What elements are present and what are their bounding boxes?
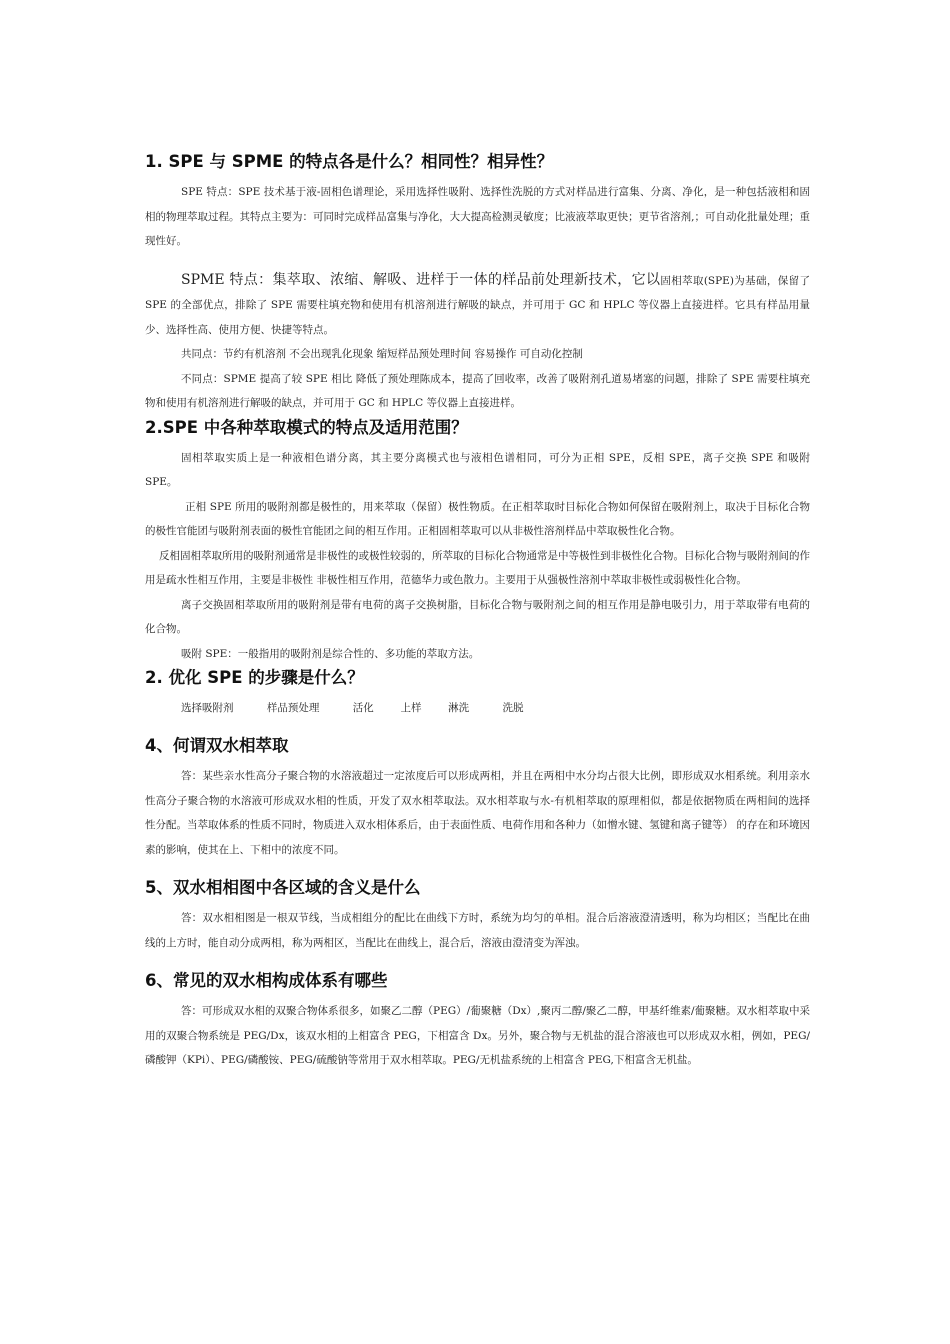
similarities-paragraph: 共同点：节约有机溶剂 不会出现乳化现象 缩短样品预处理时间 容易操作 可自动化控制 <box>181 348 583 360</box>
normal-phase-paragraph: 正相 SPE 所用的吸附剂都是极性的，用来萃取（保留）极性物质。在正相萃取时目标化合物如何保留在吸附剂上，取决于目标化合物的极性官能团与吸附剂表面的极性官能团之间的相互作用。正相固相萃取可以从非极性溶剂样品中萃取极性化合物。 <box>145 500 810 537</box>
spme-features-paragraph <box>145 268 810 343</box>
question-3-heading: 2. 优化 SPE 的步骤是什么？ <box>145 668 364 687</box>
question-2-heading: 2.SPE 中各种萃取模式的特点及适用范围？ <box>145 417 468 437</box>
spme-features-rest: 固相萃取(SPE)为基础，保留了 SPE 的全部优点，排除了 SPE 需要柱填充物和使用有机溶剂进行解吸的缺点，并可用于 GC 和 HPLC 等仪器上直接进样。它具有样品用量少、选择性高、使用方便、快捷等特点。 <box>145 274 810 336</box>
question-1-heading: 1. SPE 与 SPME 的特点各是什么？相同性？相异性？ <box>145 152 554 171</box>
spme-features-lead: SPME 特点：集萃取、浓缩、解吸、进样于一体的样品前处理新技术，它以 <box>181 271 661 288</box>
question-4-heading: 4、何谓双水相萃取 <box>145 736 289 755</box>
question-5-heading: 5、双水相相图中各区域的含义是什么 <box>145 878 421 897</box>
question-4-answer: 答：某些亲水性高分子聚合物的水溶液超过一定浓度后可以形成两相，并且在两相中水分均占很大比例，即形成双水相系统。利用亲水性高分子聚合物的水溶液可形成双水相的性质，开发了双水相萃取法。双水相萃取与水-有机相萃取的原理相似，都是依据物质在两相间的选择性分配。当萃取体系的性质不同时，物质进入双水相体系后，由于表面性质、电荷作用和各种力（如憎水键、氢键和离子键等） 的存在和环境因素的影响，使其在上、下相中的浓度不同。 <box>145 770 810 856</box>
differences-paragraph: 不同点：SPME 提高了较 SPE 相比 降低了预处理陈成本，提高了回收率，改善了吸附剂孔道易堵塞的问题，排除了 SPE 需要柱填充物和使用有机溶剂进行解吸的缺点，并可用于 GC 和 HPLC 等仪器上直接进样。 <box>145 372 810 409</box>
spe-modes-intro-paragraph: 固相萃取实质上是一种液相色谱分离，其主要分离模式也与液相色谱相同，可分为正相 SPE，反相 SPE，离子交换 SPE 和吸附 SPE。 <box>145 451 810 488</box>
question-6-heading: 6、常见的双水相构成体系有哪些 <box>145 971 388 990</box>
adsorption-spe-paragraph: 吸附 SPE：一般指用的吸附剂是综合性的、多功能的萃取方法。 <box>181 647 480 660</box>
question-6-answer: 答：可形成双水相的双聚合物体系很多，如聚乙二醇（PEG）/葡聚糖（Dx）,聚丙二醇/聚乙二醇，甲基纤维素/葡聚糖。双水相萃取中采用的双聚合物系统是 PEG/Dx，该双水相的上相富含 PEG，下相富含 Dx。另外，聚合物与无机盐的混合溶液也可以形成双水相，例如，PEG/磷酸钾（KPi）、PEG/磷酸铵、PEG/硫酸钠等常用于双水相萃取。PEG/无机盐系统的上相富含 PEG,下相富含无机盐。 <box>145 1005 810 1066</box>
question-5-answer: 答：双水相相图是一根双节线，当成相组分的配比在曲线下方时，系统为均匀的单相。混合后溶液澄清透明，称为均相区；当配比在曲线的上方时，能自动分成两相，称为两相区，当配比在曲线上，混合后，溶液由澄清变为浑浊。 <box>145 912 810 949</box>
optimization-steps-line: 选择吸附剂 样品预处理 活化 上样 淋洗 洗脱 <box>181 702 524 714</box>
document-body <box>145 150 810 1073</box>
spe-features-paragraph: SPE 特点：SPE 技术基于液-固相色谱理论，采用选择性吸附、选择性洗脱的方式对样品进行富集、分离、净化，是一种包括液相和固相的物理萃取过程。其特点主要为：可同时完成样品富集与净化，大大提高检测灵敏度；比液液萃取更快；更节省溶剂,；可自动化批量处理；重现性好。 <box>145 186 810 247</box>
ion-exchange-paragraph: 离子交换固相萃取所用的吸附剂是带有电荷的离子交换树脂，目标化合物与吸附剂之间的相互作用是静电吸引力，用于萃取带有电荷的化合物。 <box>145 598 810 635</box>
reversed-phase-paragraph: 反相固相萃取所用的吸附剂通常是非极性的或极性较弱的，所萃取的目标化合物通常是中等极性到非极性化合物。目标化合物与吸附剂间的作用是疏水性相互作用，主要是非极性 非极性相互作用，范德华力或色散力。主要用于从强极性溶剂中萃取非极性或弱极性化合物。 <box>145 549 810 586</box>
